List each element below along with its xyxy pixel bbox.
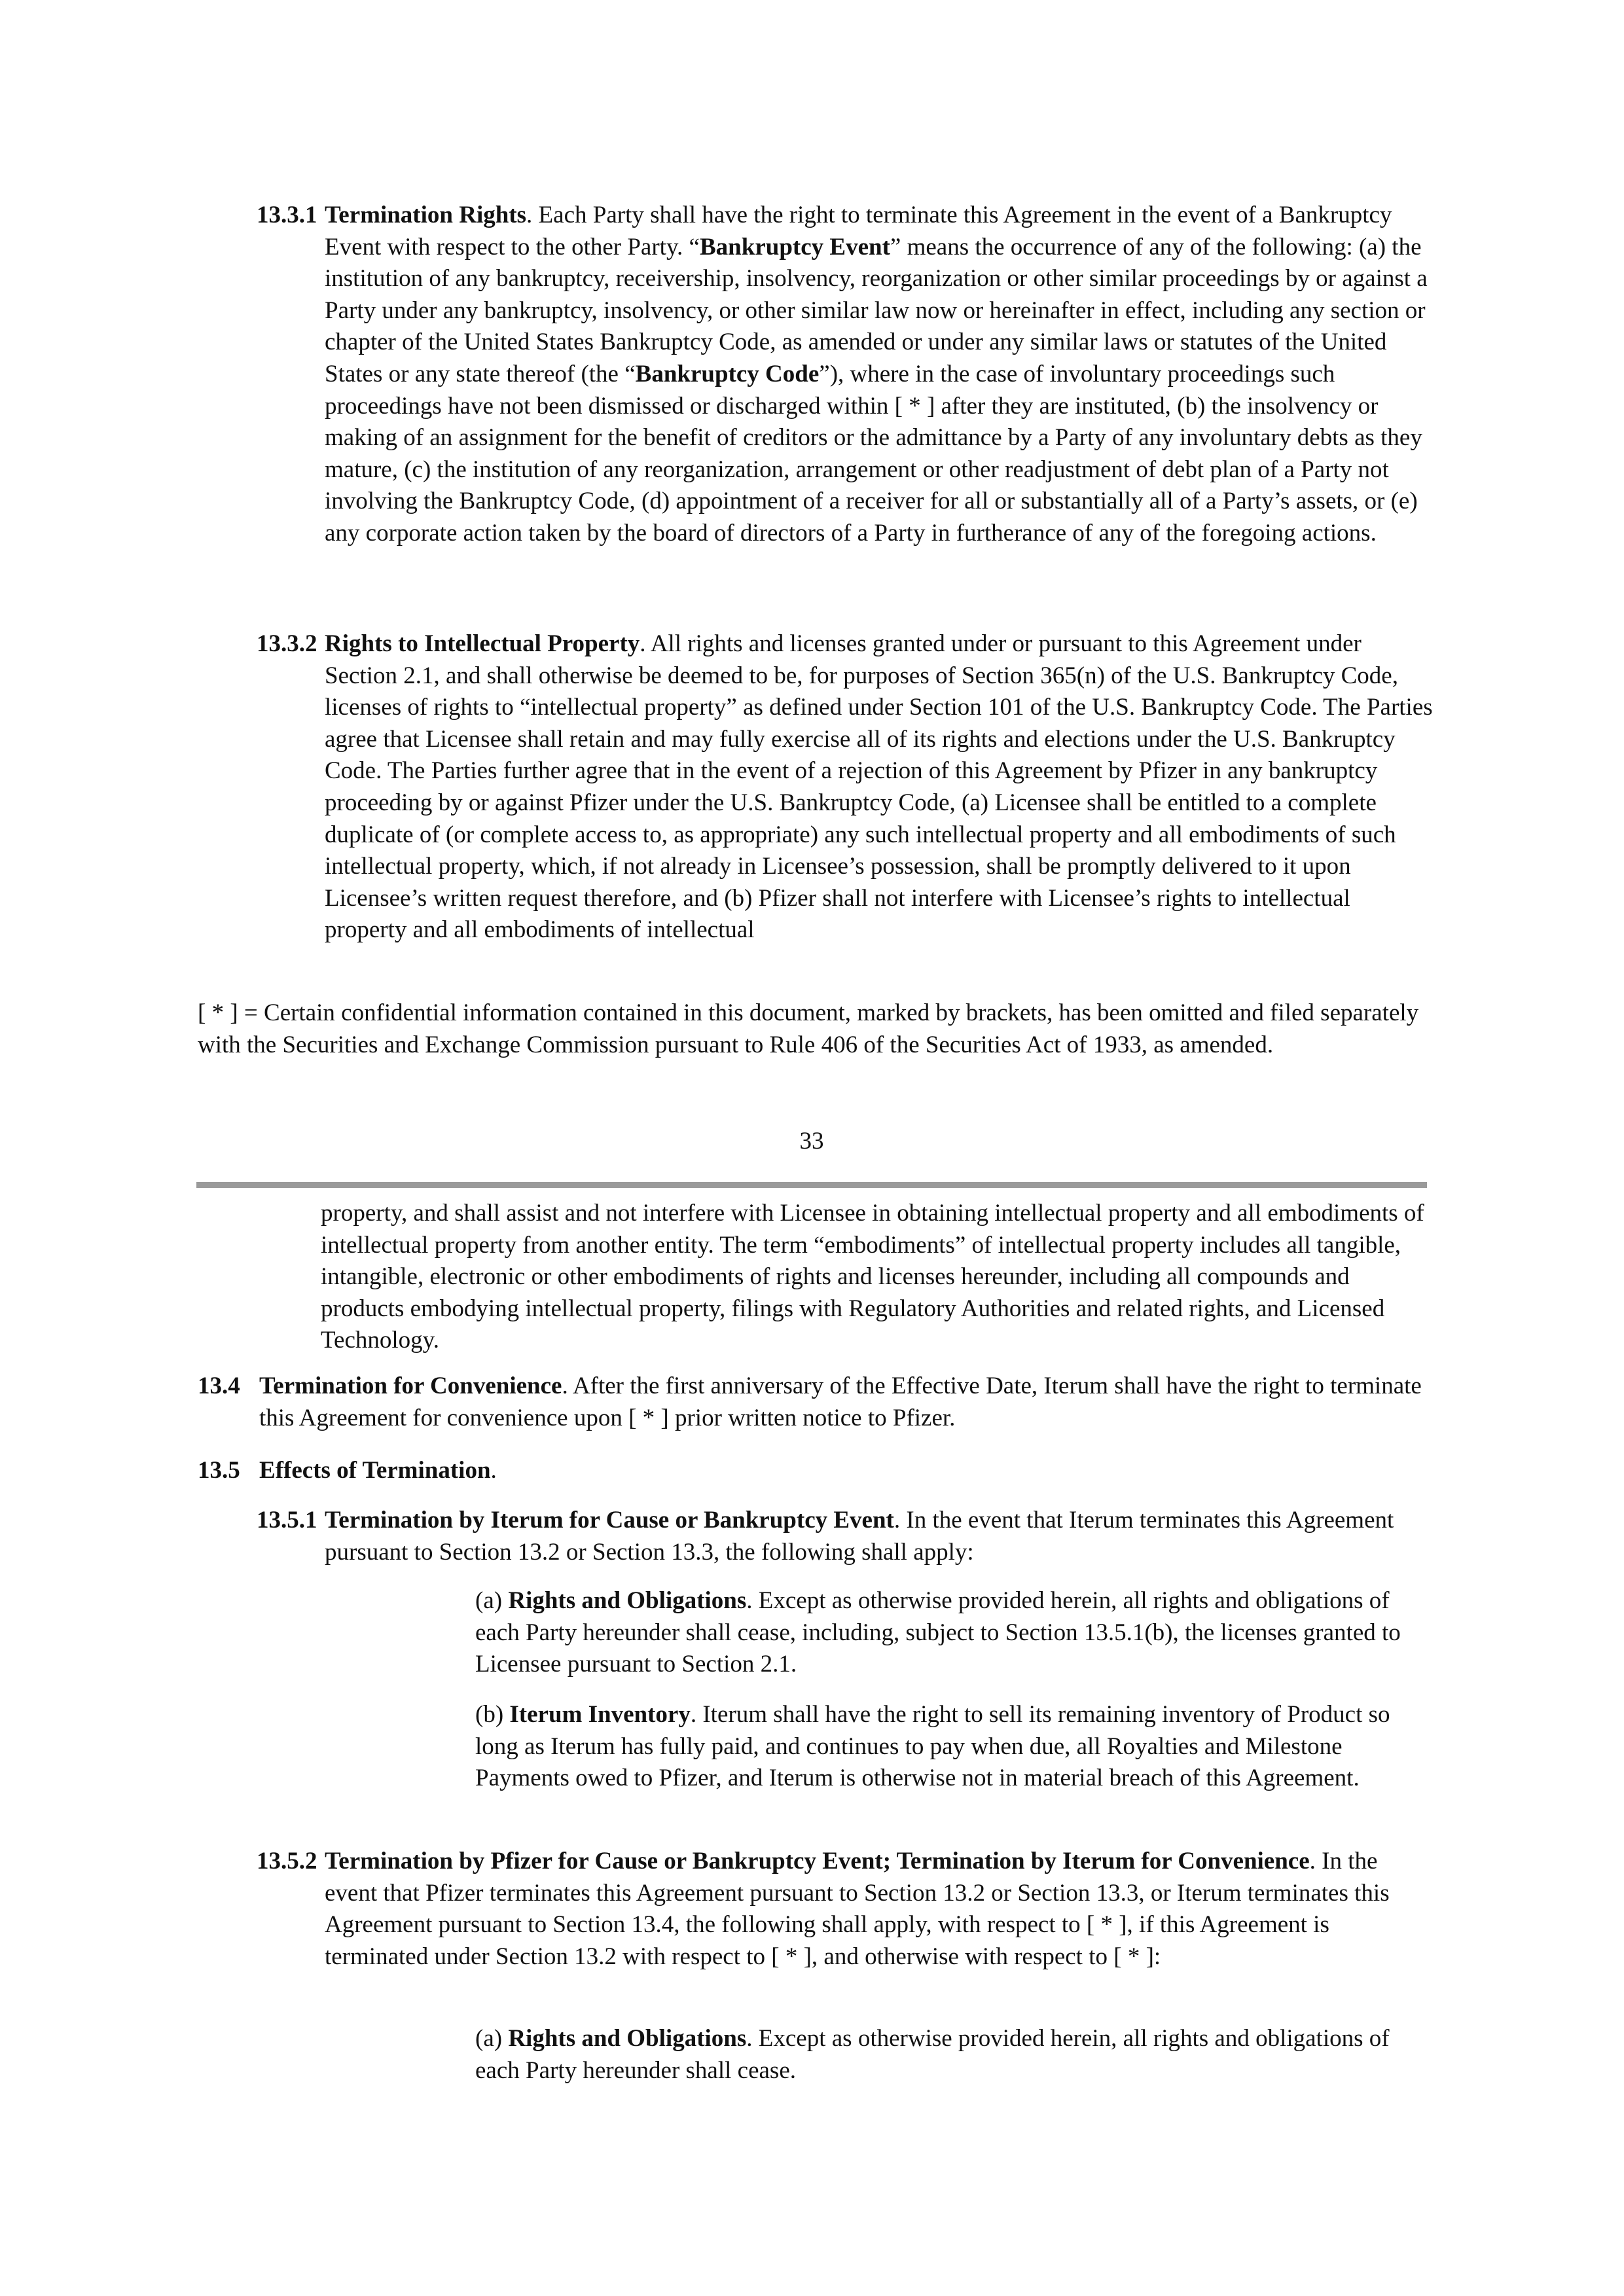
section-body: Termination for Convenience. After the first anniversary of the Effective Date, Iterum shall have the right to terminate this Agreement for convenience upon [ * ] prior written notice to Pfizer. [259, 1372, 1422, 1431]
section-title: Termination by Iterum for Cause or Bankruptcy Event [325, 1507, 894, 1534]
section-number: 13.5 [198, 1457, 240, 1484]
section-body: Termination by Iterum for Cause or Bankruptcy Event. In the event that Iterum terminates this Agreement pursuant to Section 13.2 or Section 13.3, the following shall apply: [325, 1507, 1394, 1566]
section-title: Rights to Intellectual Property [325, 630, 640, 657]
section-number: 13.4 [198, 1372, 240, 1399]
section-title: Termination Rights [325, 202, 527, 228]
section-number: 13.5.2 [257, 1848, 317, 1874]
section-title: Termination for Convenience [259, 1372, 562, 1399]
clause-title: Rights and Obligations [508, 2025, 747, 2052]
clause-title: Iterum Inventory [509, 1701, 691, 1728]
clause-13-5-2-a: (a) Rights and Obligations. Except as otherwise provided herein, all rights and obligations of each Party hereunder shall cease. [475, 2025, 1390, 2084]
section-title: Effects of Termination [259, 1457, 491, 1484]
clause-13-5-1-b: (b) Iterum Inventory. Iterum shall have the right to sell its remaining inventory of Product so long as Iterum has fully paid, and continues to pay when due, all Royalties and Milestone Payments owed to Pfizer, and Iterum is otherwise not in material breach of this Agreement. [475, 1701, 1390, 1792]
section-13-5 [198, 1455, 1435, 1488]
section-13-3-2 [257, 628, 1435, 982]
section-body: Termination by Pfizer for Cause or Bankruptcy Event; Termination by Iterum for Convenience. In the event that Pfizer terminates this Agreement pursuant to Section 13.2 or Section 13.3, or Iterum terminates this Agreement pursuant to Section 13.4, the following shall apply, with respect to [ * ], if this Agreement is terminated under Section 13.2 with respect to [ * ], and otherwise with respect to [ * ]: [325, 1848, 1390, 1970]
section-13-5-1 [257, 1505, 1435, 1570]
section-number: 13.3.1 [257, 202, 317, 228]
section-13-4 [198, 1371, 1435, 1436]
clause-title: Rights and Obligations [508, 1587, 747, 1614]
defined-term: Bankruptcy Event [699, 233, 890, 260]
footnote: [ * ] = Certain confidential information contained in this document, marked by brackets, has been omitted and filed separately with the Securities and Exchange Commission pursuant to Rule 406 of the Securities Act of 1933, as amended. [198, 999, 1419, 1058]
section-body: Termination Rights. Each Party shall have the right to terminate this Agreement in the event of a Bankruptcy Event with respect to the other Party. “Bankruptcy Event” means the occurrence of any of the following: (a) the institution of any bankruptcy, receivership, insolvency, reorganization or other similar proceedings by or against a Party under any bankruptcy, insolvency, or other similar law now or hereinafter in effect, including any section or chapter of the United States Bankruptcy Code, as amended or under any similar laws or statutes of the United States or any state thereof (the “Bankruptcy Code”), where in the case of involuntary proceedings such proceedings have not been dismissed or discharged within [ * ] after they are instituted, (b) the insolvency or making of an assignment for the benefit of creditors or the admittance by a Party of any involuntary debts as they mature, (c) the institution of any reorganization, arrangement or other readjustment of debt plan of a Party not involving the Bankruptcy Code, (d) appointment of a receiver for all or substantially all of a Party’s assets, or (e) any corporate action taken by the board of directors of a Party in furtherance of any of the foregoing actions. [325, 202, 1428, 547]
section-title: Termination by Pfizer for Cause or Bankruptcy Event; Termination by Iterum for Convenience [325, 1848, 1310, 1874]
continuation-text: property, and shall assist and not interfere with Licensee in obtaining intellectual property and all embodiments of intellectual property from another entity. The term “embodiments” of intellectual property includes all tangible, intangible, electronic or other embodiments of rights and licenses hereunder, including all compounds and products embodying intellectual property, filings with Regulatory Authorities and related rights, and Licensed Technology. [321, 1200, 1424, 1354]
defined-term: Bankruptcy Code [635, 360, 820, 387]
section-number: 13.3.2 [257, 630, 317, 657]
section-body: Rights to Intellectual Property. All rights and licenses granted under or pursuant to this Agreement under Section 2.1, and shall otherwise be deemed to be, for purposes of Section 365(n) of the U.S. Bankruptcy Code, licenses of rights to “intellectual property” as defined under Section 101 of the U.S. Bankruptcy Code. The Parties agree that Licensee shall retain and may fully exercise all of its rights and elections under the U.S. Bankruptcy Code. The Parties further agree that in the event of a rejection of this Agreement by Pfizer in any bankruptcy proceeding by or against Pfizer under the U.S. Bankruptcy Code, (a) Licensee shall be entitled to a complete duplicate of (or complete access to, as appropriate) any such intellectual property and all embodiments of such intellectual property, which, if not already in Licensee’s possession, shall be promptly delivered to it upon Licensee’s written request therefore, and (b) Pfizer shall not interfere with Licensee’s rights to intellectual property and all embodiments of intellectual [325, 630, 1433, 944]
section-body: Effects of Termination. [259, 1457, 497, 1484]
clause-13-5-1-a: (a) Rights and Obligations. Except as otherwise provided herein, all rights and obligations of each Party hereunder shall cease, including, subject to Section 13.5.1(b), the licenses granted to Licensee pursuant to Section 2.1. [475, 1587, 1401, 1678]
section-13-5-2 [257, 1846, 1435, 2016]
page-number: 33 [799, 1128, 824, 1155]
page-separator [196, 1182, 1427, 1188]
section-number: 13.5.1 [257, 1507, 317, 1534]
section-13-3-1 [257, 200, 1435, 619]
